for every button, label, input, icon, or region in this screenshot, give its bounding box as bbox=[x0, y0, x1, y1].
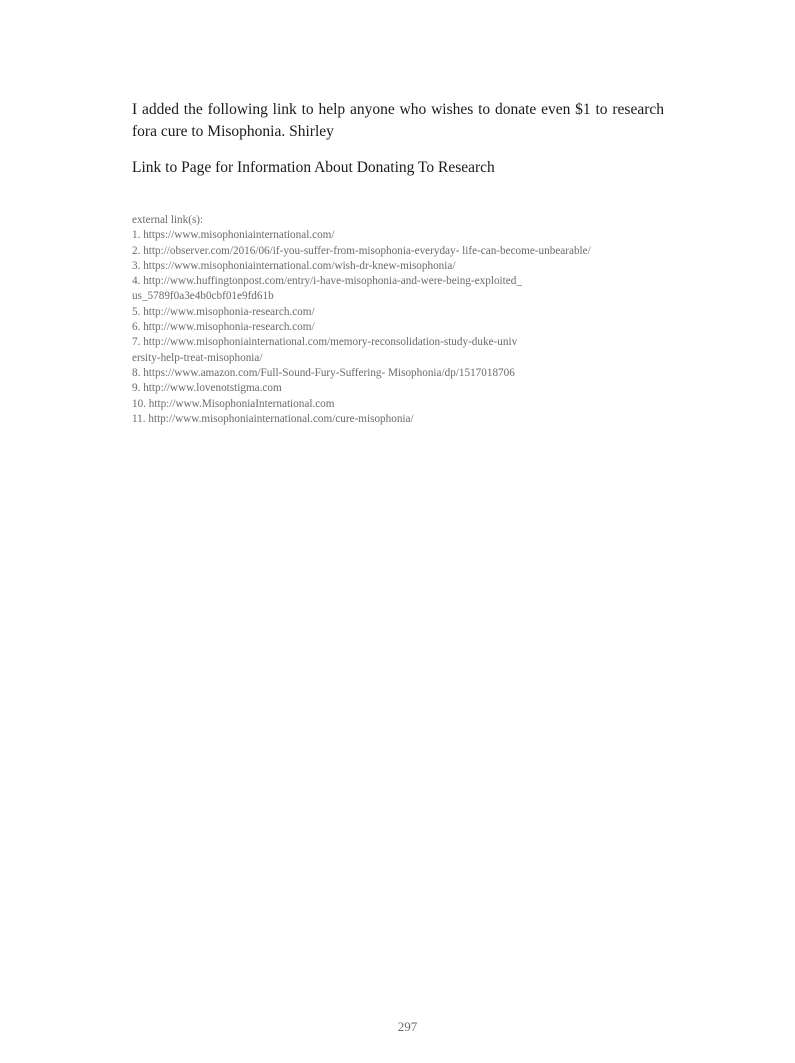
item-number: 2. bbox=[132, 244, 141, 257]
page-number: 297 bbox=[397, 1019, 418, 1034]
list-item bbox=[132, 274, 522, 305]
item-number: 8. bbox=[132, 366, 141, 379]
item-number: 5. bbox=[132, 305, 141, 318]
list-item bbox=[132, 305, 692, 320]
external-link[interactable]: http://www.huffingtonpost.com/entry/i-have-misophonia-and-were-being-exploited_us_5789f0a3e4b0cbf01e9fd61b bbox=[132, 275, 522, 303]
list-item bbox=[132, 244, 692, 259]
list-item bbox=[132, 397, 692, 412]
item-number: 11. bbox=[132, 412, 146, 425]
list-item bbox=[132, 228, 692, 243]
list-item bbox=[132, 335, 522, 366]
item-number: 7. bbox=[132, 336, 141, 349]
item-number: 4. bbox=[132, 275, 141, 288]
item-number: 3. bbox=[132, 259, 141, 272]
external-link[interactable]: http://www.misophonia-research.com/ bbox=[143, 305, 315, 318]
list-item bbox=[132, 320, 692, 335]
external-link[interactable]: http://www.misophonia-research.com/ bbox=[143, 321, 315, 334]
list-item bbox=[132, 381, 692, 396]
item-number: 1. bbox=[132, 229, 141, 242]
external-link[interactable]: http://www.lovenotstigma.com bbox=[143, 382, 282, 395]
list-item bbox=[132, 259, 692, 274]
external-link[interactable]: http://observer.com/2016/06/if-you-suffer-from-misophonia-everyday- life-can-become-unbearable/ bbox=[143, 244, 591, 257]
external-links-section bbox=[132, 213, 692, 427]
external-links-heading: external link(s): bbox=[132, 214, 204, 226]
item-number: 10. bbox=[132, 397, 146, 410]
list-item bbox=[132, 366, 692, 381]
body-paragraph: I added the following link to help anyone who wishes to donate even $1 to research fora cure to Misophonia. Shirley bbox=[132, 101, 664, 140]
external-link[interactable]: http://www.misophoniainternational.com/cure-misophonia/ bbox=[148, 412, 414, 425]
list-item bbox=[132, 412, 692, 427]
external-link[interactable]: http://www.misophoniainternational.com/memory-reconsolidation-study-duke-university-help-treat-misophonia/ bbox=[132, 336, 518, 364]
item-number: 6. bbox=[132, 321, 141, 334]
external-link[interactable]: https://www.misophoniainternational.com/wish-dr-knew-misophonia/ bbox=[143, 259, 456, 272]
external-link[interactable]: https://www.misophoniainternational.com/ bbox=[143, 229, 335, 242]
donate-research-link[interactable]: Link to Page for Information About Donating To Research bbox=[132, 159, 495, 176]
external-link[interactable]: http://www.MisophoniaInternational.com bbox=[148, 397, 335, 410]
item-number: 9. bbox=[132, 382, 141, 395]
external-links-list bbox=[132, 228, 692, 427]
external-link[interactable]: https://www.amazon.com/Full-Sound-Fury-Suffering- Misophonia/dp/1517018706 bbox=[143, 366, 515, 379]
